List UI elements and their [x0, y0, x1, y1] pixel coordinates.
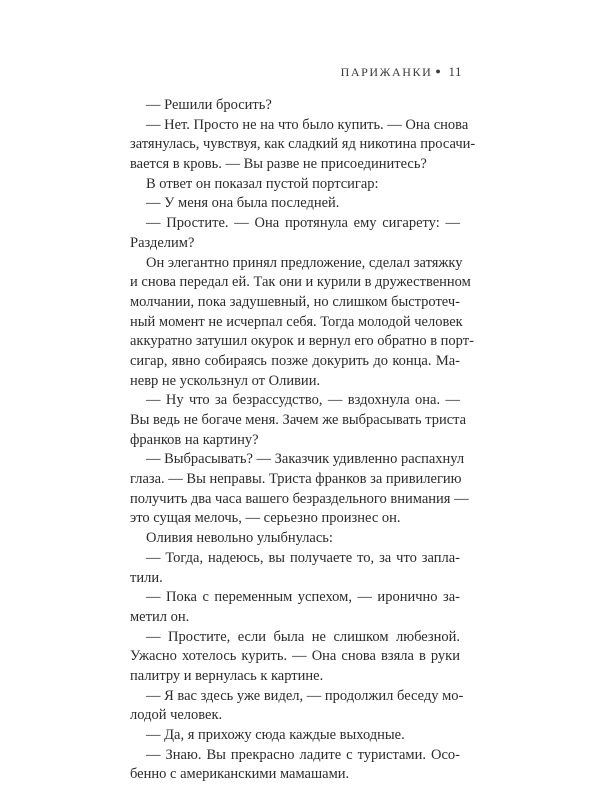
text-line: Разделим?	[130, 234, 195, 251]
text-line: бенно с американскими мамашами.	[130, 766, 350, 783]
text-line: получить два часа вашего безраздельного внимания —	[130, 490, 469, 507]
text-line: затянулась, чувствуя, как сладкий яд никотина просачи-	[130, 136, 476, 153]
text-line: — Простите. — Она протянула ему сигарету: —	[146, 215, 460, 232]
running-title: ПАРИЖАНКИ	[340, 65, 433, 79]
text-line: ный момент не исчерпал себя. Тогда молодой человек	[130, 313, 463, 330]
text-line: аккуратно затушил окурок и вернул его обратно в порт-	[130, 333, 474, 350]
text-line: вается в кровь. — Вы разве не присоединитесь?	[130, 156, 427, 173]
text-line: — Простите, если была не слишком любезной.	[146, 628, 460, 645]
text-line: лодой человек.	[130, 707, 223, 724]
text-line: В ответ он показал пустой портсигар:	[146, 175, 379, 192]
text-line: — Выбрасывать? — Заказчик удивленно распахнул	[146, 451, 465, 468]
text-line: глаза. — Вы неправы. Триста франков за привилегию	[130, 471, 462, 488]
text-line: Вы ведь не богаче меня. Зачем же выбрасывать триста	[130, 412, 467, 428]
text-line: — Знаю. Вы прекрасно ладите с туристами. Осо-	[146, 746, 460, 763]
text-line: молчании, пока задушевный, но слишком быстротеч-	[130, 293, 460, 310]
text-line: Оливия невольно улыбнулась:	[146, 530, 333, 547]
text-line: Ужасно хотелось курить. — Она снова взяла в руки	[130, 648, 460, 665]
text-line: — Ну что за безрассудство, — вздохнула она. —	[146, 392, 460, 409]
text-line: сигар, явно собираясь позже докурить до конца. Ма-	[130, 352, 460, 369]
book-text-block	[130, 96, 476, 785]
bullet-separator: ●	[435, 66, 443, 76]
text-line: франков на картину?	[130, 431, 259, 448]
text-line: и снова передал ей. Так они и курили в дружественном	[130, 274, 471, 291]
text-line: Он элегантно принял предложение, сделал затяжку	[146, 254, 463, 271]
text-line: — Я вас здесь уже видел, — продолжил беседу мо-	[146, 687, 464, 704]
text-line: тили.	[130, 569, 163, 586]
text-line: невр не ускользнул от Оливии.	[130, 372, 321, 389]
text-line: — Решили бросить?	[146, 97, 272, 113]
text-line: это сущая мелочь, — серьезно произнес он.	[130, 510, 401, 527]
page-number: 11	[448, 64, 462, 79]
text-line: палитру и вернулась к картине.	[130, 667, 324, 684]
text-line: — Нет. Просто не на что было купить. — Она снова	[146, 116, 469, 133]
text-line: — У меня она была последней.	[146, 195, 340, 212]
running-header	[341, 64, 462, 80]
text-line: — Пока с переменным успехом, — иронично за-	[146, 589, 460, 606]
text-line: — Да, я прихожу сюда каждые выходные.	[146, 727, 405, 743]
text-line: — Тогда, надеюсь, вы получаете то, за что запла-	[146, 549, 460, 566]
text-line: метил он.	[130, 608, 190, 625]
